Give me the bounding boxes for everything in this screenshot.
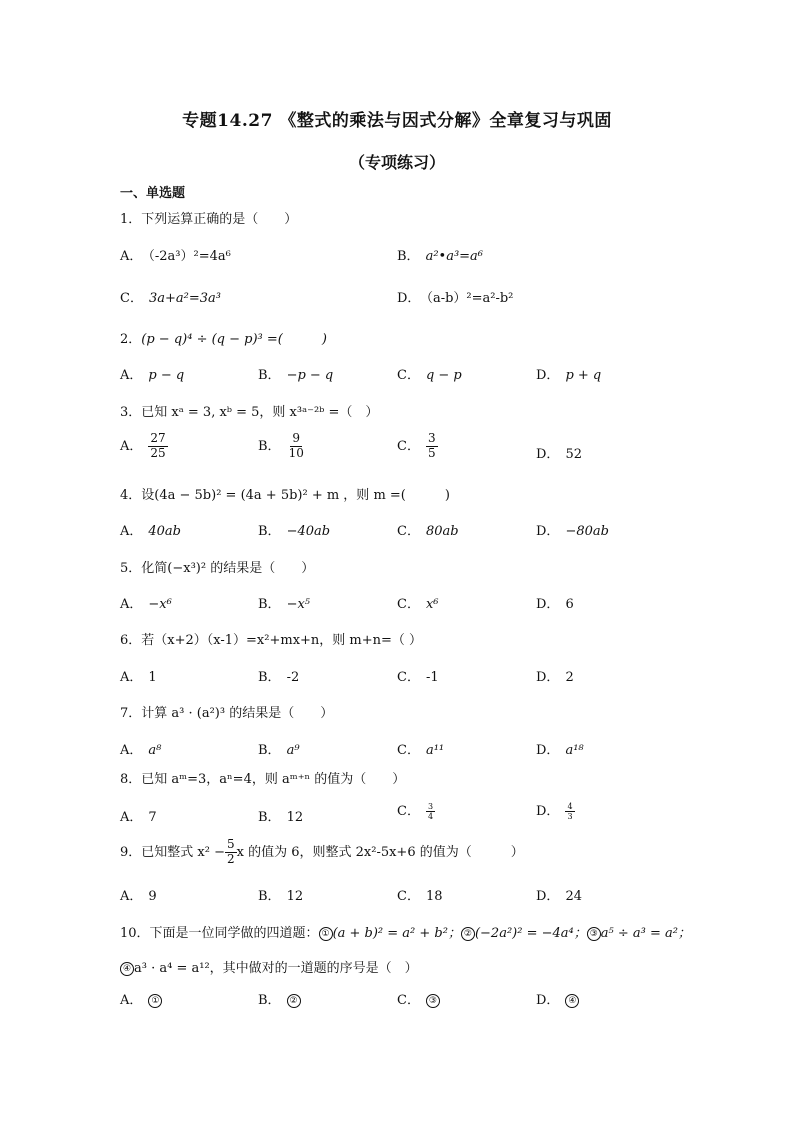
fraction [287,432,306,461]
option-text: ① [148,994,162,1008]
q8-option-a[interactable] [120,806,157,825]
q7-option-a[interactable] [120,739,161,758]
fraction [426,432,438,461]
question-7-stem [120,702,333,721]
q1-option-c[interactable] [120,287,221,306]
fraction [565,802,574,821]
option-text: 7 [148,810,157,825]
option-text: −p − q [286,368,334,383]
option-label: D． [536,670,560,685]
page-subtitle: （专项练习） [348,153,445,172]
question-text: 已知 aᵐ=3，aⁿ=4，则 aᵐ⁺ⁿ 的值为（ ） [141,772,406,787]
q3-option-a[interactable] [120,432,168,461]
option-label: B． [258,889,281,904]
question-number: 2． [120,332,142,347]
q9-option-d[interactable] [536,885,582,904]
option-text: -2 [286,670,300,685]
option-label: A． [120,810,143,825]
option-text: 1 [148,670,157,685]
q10-option-d[interactable] [536,989,579,1008]
option-label: A． [120,993,143,1008]
circled-number: ③ [587,927,601,941]
option-text: 18 [425,889,443,904]
option-label: A． [120,889,143,904]
fraction-numerator: 4 [567,801,573,811]
option-text: （-2a³）²=4a⁶ [148,249,231,264]
q6-option-c[interactable] [397,666,439,685]
fraction [426,802,435,821]
option-text: x⁶ [425,597,439,612]
fraction-numerator: 3 [427,431,436,445]
question-9-stem [120,838,524,867]
option-label: C． [397,670,420,685]
option-label: C． [397,889,420,904]
q7-option-b[interactable] [258,739,300,758]
q4-option-b[interactable] [258,520,330,539]
option-label: C． [397,368,420,383]
q3-option-d[interactable] [536,443,582,462]
question-1-stem [120,208,297,227]
q3-option-c[interactable] [397,432,438,461]
q6-option-a[interactable] [120,666,157,685]
question-text: 下面是一位同学做的四道题： [149,926,319,941]
option-label: C． [397,597,420,612]
option-label: A． [120,438,143,454]
q5-option-b[interactable] [258,593,310,612]
q10-option-a[interactable] [120,989,162,1008]
question-number: 9． [120,844,142,860]
option-label: D． [536,368,560,383]
fraction-denominator: 25 [150,445,166,460]
question-number: 5． [120,561,142,576]
q5-option-a[interactable] [120,593,172,612]
option-text: −80ab [565,524,609,539]
option-label: A． [120,597,143,612]
question-5-stem [120,557,314,576]
statement: a³ · a⁴ = a¹²，其中做对的一道题的序号是（ ） [134,961,418,976]
option-text: q − p [425,368,462,383]
option-text: a⁸ [148,743,162,758]
q1-option-a[interactable] [120,245,231,264]
question-number: 6． [120,633,142,648]
option-text: a¹⁸ [565,743,584,758]
question-text: (p − q)⁴ ÷ (q − p)³ =( ) [141,332,327,347]
option-label: B． [258,993,281,1008]
q9-option-c[interactable] [397,885,443,904]
option-text: 12 [286,810,304,825]
fraction-denominator: 4 [427,812,434,821]
option-text: 80ab [425,524,459,539]
q1-option-b[interactable] [397,245,483,264]
page-title: 专题14.27 《整式的乘法与因式分解》全章复习与巩固 [182,111,612,131]
q5-option-d[interactable] [536,593,574,612]
q7-option-d[interactable] [536,739,584,758]
q4-option-d[interactable] [536,520,609,539]
option-label: C． [397,743,420,758]
option-label: C． [397,524,420,539]
option-label: C． [397,804,420,819]
option-label: A． [120,249,143,264]
q2-option-b[interactable] [258,364,333,383]
question-text: 化简(−x³)² 的结果是（ ） [141,561,315,576]
q8-option-b[interactable] [258,806,303,825]
option-label: D． [536,743,560,758]
q10-option-b[interactable] [258,989,301,1008]
circled-number: ① [319,927,333,941]
question-text: 已知 xᵃ = 3, xᵇ = 5，则 x³ᵃ⁻²ᵇ =（ ） [141,405,379,420]
q6-option-d[interactable] [536,666,574,685]
option-text: 40ab [148,524,182,539]
option-label: C． [120,291,143,306]
fraction-numerator: 5 [226,837,235,851]
question-number: 4． [120,488,142,503]
q8-option-c[interactable] [397,800,435,821]
question-2-stem [120,328,327,347]
option-label: B． [397,249,420,264]
option-text: -1 [425,670,439,685]
option-text: −x⁶ [148,597,172,612]
q6-option-b[interactable] [258,666,299,685]
q7-option-c[interactable] [397,739,444,758]
fraction-denominator: 3 [567,812,573,821]
question-text: 设(4a − 5b)² = (4a + 5b)² + m ，则 m =( ) [141,488,450,503]
question-10-stem-cont [120,957,418,976]
q9-option-b[interactable] [258,885,303,904]
question-10-stem [120,922,691,941]
option-text: −40ab [286,524,331,539]
option-label: A． [120,368,143,383]
q4-option-a[interactable] [120,520,181,539]
option-text: a⁹ [286,743,300,758]
fraction [225,838,237,867]
question-4-stem [120,484,450,503]
q2-option-a[interactable] [120,364,184,383]
q5-option-c[interactable] [397,593,439,612]
q1-option-d[interactable] [397,287,513,306]
option-label: D． [536,597,560,612]
q4-option-c[interactable] [397,520,459,539]
question-number: 7． [120,706,142,721]
statement: (a + b)² = a² + b²； [332,926,461,941]
option-label: A． [120,743,143,758]
fraction-numerator: 3 [427,801,434,811]
question-text: 若（x+2）（x-1）=x²+mx+n，则 m+n=（ ） [141,633,423,648]
option-label: C． [397,438,420,454]
option-text: p − q [148,368,185,383]
circled-number: ② [461,927,475,941]
option-label: A． [120,670,143,685]
fraction [148,432,167,461]
circled-number: ④ [120,962,134,976]
fraction-denominator: 10 [288,445,304,460]
option-label: C． [397,993,420,1008]
q2-option-c[interactable] [397,364,462,383]
fraction-denominator: 5 [427,445,436,460]
option-label: D． [397,291,421,306]
question-3-stem [120,401,378,420]
q10-option-c[interactable] [397,989,440,1008]
option-label: B． [258,597,281,612]
option-text: −x⁵ [286,597,310,612]
option-label: D． [536,524,560,539]
option-label: B． [258,368,281,383]
option-text: 24 [565,889,582,904]
option-text: 2 [565,670,574,685]
fraction-numerator: 27 [150,431,166,445]
option-text: 52 [565,447,582,462]
question-text: 计算 a³ · (a²)³ 的结果是（ ） [141,706,334,721]
option-label: D． [536,804,560,819]
q3-option-b[interactable] [258,432,306,461]
option-text: 3a+a²=3a³ [148,291,221,306]
question-text: 下列运算正确的是（ ） [141,212,298,227]
fraction-denominator: 2 [226,851,235,866]
option-label: B． [258,438,281,454]
option-text: 6 [565,597,574,612]
section-title: 一、单选题 [120,186,186,201]
option-text: 9 [148,889,157,904]
question-6-stem [120,629,422,648]
question-number: 1． [120,212,142,227]
question-text: x 的值为 6，则整式 2x²-5x+6 的值为（ ） [236,844,524,860]
option-label: A． [120,524,143,539]
statement: a⁵ ÷ a³ = a²； [600,926,691,941]
statement: (−2a²)² = −4a⁴； [474,926,587,941]
fraction-numerator: 9 [292,431,301,445]
option-text: a²•a³=a⁶ [425,249,484,264]
option-label: B． [258,670,281,685]
option-text: ② [287,994,301,1008]
question-number: 8． [120,772,142,787]
q2-option-d[interactable] [536,364,601,383]
option-text: 12 [286,889,304,904]
q8-option-d[interactable] [536,800,575,821]
option-label: D． [536,447,560,462]
option-text: （a-b）²=a²-b² [426,291,514,306]
option-label: D． [536,993,560,1008]
option-text: ③ [426,994,440,1008]
option-label: B． [258,743,281,758]
q9-option-a[interactable] [120,885,157,904]
question-text: 已知整式 x² − [141,844,225,860]
option-label: B． [258,810,281,825]
question-number: 10． [120,926,150,941]
question-8-stem [120,768,405,787]
option-label: D． [536,889,560,904]
question-number: 3． [120,405,142,420]
option-text: ④ [565,994,579,1008]
option-text: p + q [565,368,602,383]
option-text: a¹¹ [425,743,445,758]
option-label: B． [258,524,281,539]
